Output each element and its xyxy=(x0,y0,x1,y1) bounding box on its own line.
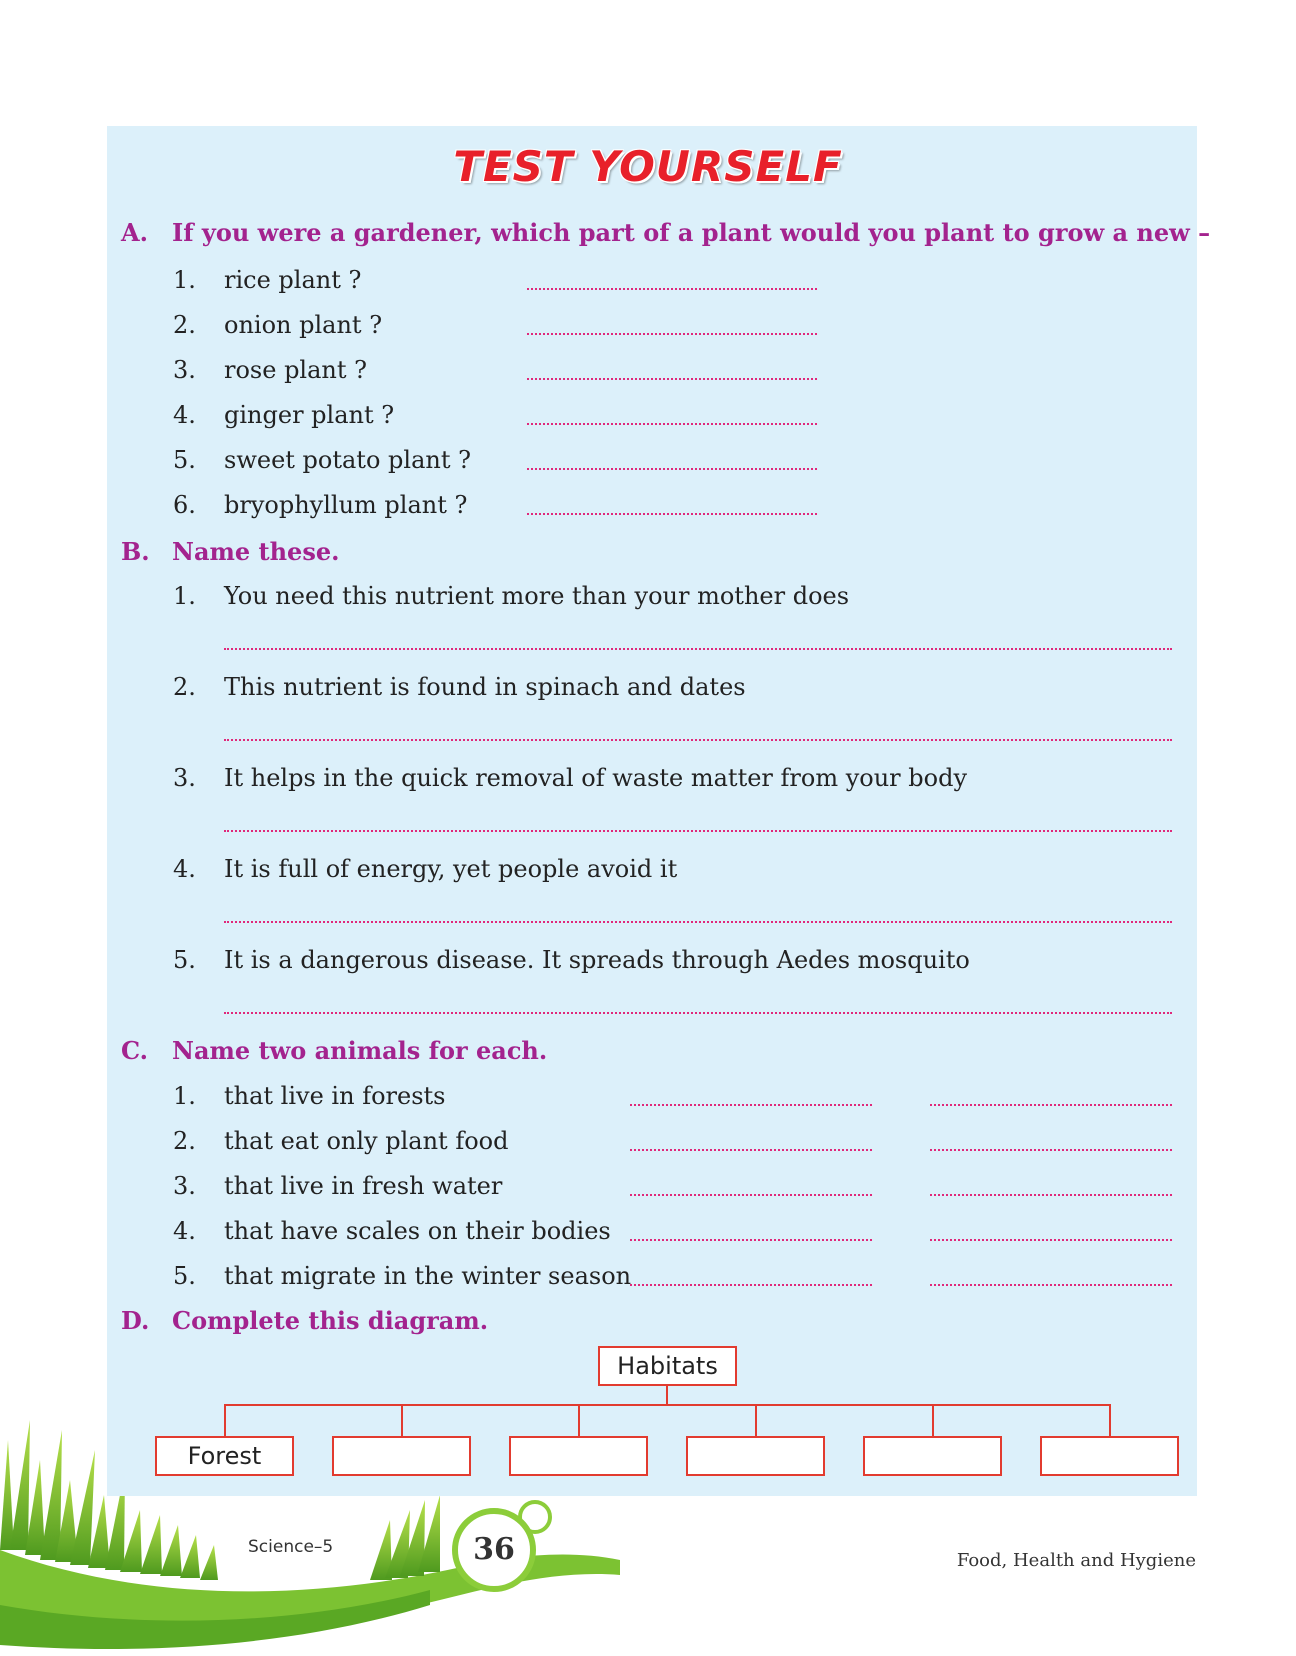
answer-blank-2[interactable] xyxy=(930,1194,1172,1196)
section-c-letter: C. xyxy=(121,1036,149,1065)
section-c-text: Name two animals for each. xyxy=(172,1036,548,1065)
answer-blank-1[interactable] xyxy=(630,1104,872,1106)
question-text: that live in forests xyxy=(224,1082,446,1110)
list-item xyxy=(0,309,1296,349)
list-item xyxy=(0,264,1296,304)
item-number: 5. xyxy=(173,1262,196,1290)
item-number: 4. xyxy=(173,855,196,883)
list-item xyxy=(0,1260,1296,1300)
question-text: rice plant ? xyxy=(224,266,362,294)
question-text: rose plant ? xyxy=(224,356,368,384)
section-b-letter: B. xyxy=(121,537,150,566)
item-number: 1. xyxy=(173,266,196,294)
habitat-box-blank[interactable] xyxy=(332,1436,471,1476)
habitat-box-blank[interactable] xyxy=(509,1436,648,1476)
question-text: ginger plant ? xyxy=(224,401,395,429)
question-text: sweet potato plant ? xyxy=(224,446,471,474)
list-item xyxy=(0,444,1296,484)
book-title: Science–5 xyxy=(248,1537,334,1557)
answer-blank[interactable] xyxy=(224,1012,1172,1014)
question-text: bryophyllum plant ? xyxy=(224,491,468,519)
answer-blank[interactable] xyxy=(527,468,817,470)
section-c-heading xyxy=(121,1036,1191,1070)
page-number: 36 xyxy=(452,1508,536,1592)
item-number: 5. xyxy=(173,446,196,474)
item-number: 4. xyxy=(173,401,196,429)
answer-blank[interactable] xyxy=(527,288,817,290)
question-text: that have scales on their bodies xyxy=(224,1217,611,1245)
chapter-title: Food, Health and Hygiene xyxy=(956,1550,1196,1571)
connector-line xyxy=(932,1404,934,1436)
section-b-heading xyxy=(121,537,1191,571)
answer-blank[interactable] xyxy=(224,648,1172,650)
question-text: that migrate in the winter season xyxy=(224,1262,632,1290)
answer-blank[interactable] xyxy=(224,921,1172,923)
answer-blank-1[interactable] xyxy=(630,1284,872,1286)
item-number: 3. xyxy=(173,356,196,384)
list-item xyxy=(0,354,1296,394)
answer-blank-2[interactable] xyxy=(930,1104,1172,1106)
section-d-text: Complete this diagram. xyxy=(172,1306,489,1335)
question-text: You need this nutrient more than your mother does xyxy=(224,582,850,610)
list-item xyxy=(0,580,1296,660)
question-text: that eat only plant food xyxy=(224,1127,509,1155)
connector-line xyxy=(224,1404,226,1436)
answer-blank-1[interactable] xyxy=(630,1239,872,1241)
list-item xyxy=(0,944,1296,1024)
item-number: 3. xyxy=(173,764,196,792)
answer-blank[interactable] xyxy=(527,378,817,380)
question-text: that live in fresh water xyxy=(224,1172,503,1200)
answer-blank-1[interactable] xyxy=(630,1194,872,1196)
item-number: 5. xyxy=(173,946,196,974)
list-item xyxy=(0,671,1296,751)
item-number: 4. xyxy=(173,1217,196,1245)
habitat-box-blank[interactable] xyxy=(863,1436,1002,1476)
connector-line xyxy=(666,1386,668,1405)
answer-blank-2[interactable] xyxy=(930,1149,1172,1151)
habitat-box-blank[interactable] xyxy=(686,1436,825,1476)
connector-line xyxy=(755,1404,757,1436)
connector-line xyxy=(578,1404,580,1436)
list-item xyxy=(0,1125,1296,1165)
section-d-letter: D. xyxy=(121,1306,150,1335)
item-number: 1. xyxy=(173,582,196,610)
answer-blank-1[interactable] xyxy=(630,1149,872,1151)
item-number: 6. xyxy=(173,491,196,519)
section-a-letter: A. xyxy=(121,218,148,247)
section-a-text: If you were a gardener, which part of a plant would you plant to grow a new – xyxy=(172,218,1211,247)
answer-blank[interactable] xyxy=(527,333,817,335)
item-number: 2. xyxy=(173,311,196,339)
item-number: 2. xyxy=(173,673,196,701)
answer-blank[interactable] xyxy=(527,423,817,425)
list-item xyxy=(0,1080,1296,1120)
habitat-box-forest: Forest xyxy=(155,1436,294,1476)
answer-blank-2[interactable] xyxy=(930,1284,1172,1286)
item-number: 3. xyxy=(173,1172,196,1200)
answer-blank-2[interactable] xyxy=(930,1239,1172,1241)
habitat-box-blank[interactable] xyxy=(1040,1436,1179,1476)
item-number: 2. xyxy=(173,1127,196,1155)
list-item xyxy=(0,762,1296,842)
list-item xyxy=(0,1215,1296,1255)
question-text: It is full of energy, yet people avoid it xyxy=(224,855,678,883)
answer-blank[interactable] xyxy=(224,830,1172,832)
connector-line xyxy=(1109,1404,1111,1436)
question-text: It is a dangerous disease. It spreads through Aedes mosquito xyxy=(224,946,970,974)
answer-blank[interactable] xyxy=(224,739,1172,741)
section-d-heading xyxy=(121,1306,1191,1340)
connector-line xyxy=(401,1404,403,1436)
page-title: TEST YOURSELF xyxy=(453,142,843,191)
list-item xyxy=(0,399,1296,439)
list-item xyxy=(0,489,1296,529)
connector-line xyxy=(224,1404,1111,1406)
diagram-root-box: Habitats xyxy=(598,1346,737,1386)
list-item xyxy=(0,1170,1296,1210)
item-number: 1. xyxy=(173,1082,196,1110)
section-a-heading xyxy=(121,218,1211,252)
question-text: This nutrient is found in spinach and dates xyxy=(224,673,746,701)
list-item xyxy=(0,853,1296,933)
section-b-text: Name these. xyxy=(172,537,340,566)
question-text: It helps in the quick removal of waste matter from your body xyxy=(224,764,968,792)
question-text: onion plant ? xyxy=(224,311,383,339)
answer-blank[interactable] xyxy=(527,513,817,515)
